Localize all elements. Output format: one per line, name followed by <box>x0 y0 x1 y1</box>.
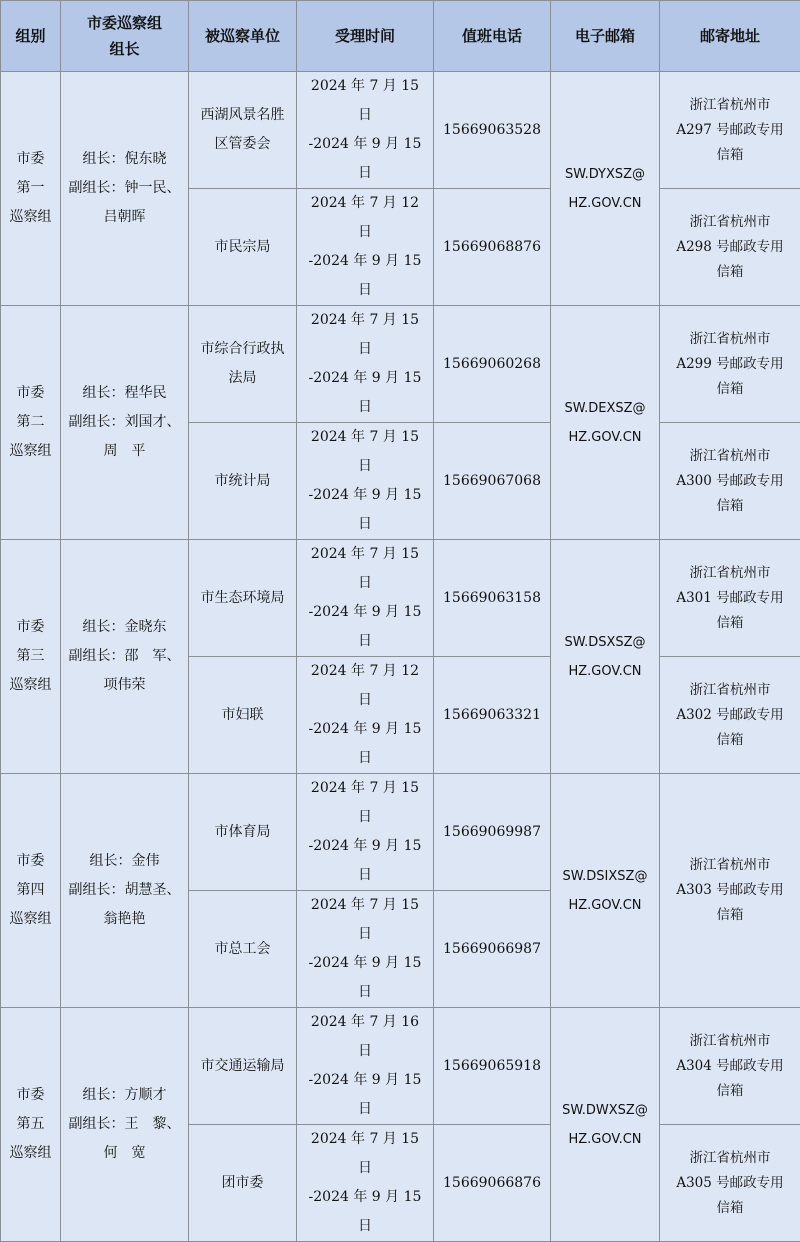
address-line: A300 号邮政专用 <box>666 469 794 494</box>
group-name-line: 巡察组 <box>7 671 54 700</box>
group-name-line: 市委 <box>7 613 54 642</box>
time-line: -2024 年 9 月 15 日 <box>303 1066 427 1124</box>
time-line: -2024 年 9 月 15 日 <box>303 1183 427 1241</box>
address-line: A304 号邮政专用 <box>666 1054 794 1079</box>
leader-line: 组长：方顺才 <box>67 1081 182 1110</box>
group-name-line: 第一 <box>7 174 54 203</box>
table-row <box>1 72 800 189</box>
address-line: 浙江省杭州市 <box>666 210 794 235</box>
inspected-unit-cell <box>189 189 297 306</box>
email-line: SW.DEXSZ@ <box>557 394 653 423</box>
group-name-line: 第四 <box>7 876 54 905</box>
inspected-unit-cell <box>189 423 297 540</box>
time-line: -2024 年 9 月 15 日 <box>303 130 427 188</box>
leader-line: 组长：倪东晓 <box>67 145 182 174</box>
accept-time-cell <box>297 423 434 540</box>
email-line: SW.DSIXSZ@ <box>557 862 653 891</box>
duty-phone-cell: 15669066987 <box>434 891 551 1008</box>
duty-phone-cell: 15669060268 <box>434 306 551 423</box>
header-leader-line: 市委巡察组 <box>67 10 182 36</box>
mailing-address-cell <box>660 657 800 774</box>
mailing-address-cell <box>660 423 800 540</box>
leader-line: 项伟荣 <box>67 671 182 700</box>
group-name-line: 第二 <box>7 408 54 437</box>
address-line: 信箱 <box>666 903 794 928</box>
leader-line: 副组长：钟一民、 <box>67 174 182 203</box>
leader-line: 副组长：胡慧圣、 <box>67 876 182 905</box>
leader-line: 副组长：邵 军、 <box>67 642 182 671</box>
header-group: 组别 <box>1 1 61 72</box>
time-line: 2024 年 7 月 15 日 <box>303 540 427 598</box>
group-name-cell <box>1 540 61 774</box>
time-line: 2024 年 7 月 16 日 <box>303 1008 427 1066</box>
address-line: 信箱 <box>666 1079 794 1104</box>
header-leader-line: 组长 <box>67 36 182 62</box>
group-name-line: 市委 <box>7 1081 54 1110</box>
time-line: 2024 年 7 月 12 日 <box>303 657 427 715</box>
group-leader-cell <box>61 306 189 540</box>
accept-time-cell <box>297 540 434 657</box>
table-header-row <box>1 1 800 72</box>
time-line: 2024 年 7 月 15 日 <box>303 306 427 364</box>
table-row <box>1 306 800 423</box>
time-line: 2024 年 7 月 15 日 <box>303 774 427 832</box>
time-line: -2024 年 9 月 15 日 <box>303 481 427 539</box>
address-line: A301 号邮政专用 <box>666 586 794 611</box>
inspected-unit-cell <box>189 540 297 657</box>
unit-line: 市综合行政执 <box>195 335 290 364</box>
unit-line: 区管委会 <box>195 130 290 159</box>
address-line: 信箱 <box>666 728 794 753</box>
unit-line: 市交通运输局 <box>195 1052 290 1081</box>
email-line: HZ.GOV.CN <box>557 1125 653 1154</box>
unit-line: 市统计局 <box>195 467 290 496</box>
time-line: -2024 年 9 月 15 日 <box>303 247 427 305</box>
unit-line: 法局 <box>195 364 290 393</box>
address-line: 信箱 <box>666 494 794 519</box>
group-name-cell <box>1 72 61 306</box>
email-line: HZ.GOV.CN <box>557 657 653 686</box>
address-line: A298 号邮政专用 <box>666 235 794 260</box>
table-row <box>1 1008 800 1125</box>
header-phone: 值班电话 <box>434 1 551 72</box>
mailing-address-cell <box>660 72 800 189</box>
table-row <box>1 774 800 891</box>
unit-line: 西湖风景名胜 <box>195 101 290 130</box>
group-name-line: 第五 <box>7 1110 54 1139</box>
inspected-unit-cell <box>189 1008 297 1125</box>
group-name-cell <box>1 306 61 540</box>
address-line: A297 号邮政专用 <box>666 118 794 143</box>
table-body <box>1 72 800 1242</box>
inspected-unit-cell <box>189 774 297 891</box>
time-line: -2024 年 9 月 15 日 <box>303 364 427 422</box>
group-name-line: 巡察组 <box>7 1139 54 1168</box>
inspected-unit-cell <box>189 306 297 423</box>
time-line: 2024 年 7 月 12 日 <box>303 189 427 247</box>
address-line: 浙江省杭州市 <box>666 444 794 469</box>
leader-line: 周 平 <box>67 437 182 466</box>
group-name-cell <box>1 774 61 1008</box>
duty-phone-cell: 15669063321 <box>434 657 551 774</box>
header-time: 受理时间 <box>297 1 434 72</box>
inspected-unit-cell <box>189 657 297 774</box>
group-leader-cell <box>61 1008 189 1242</box>
leader-line: 副组长：王 黎、 <box>67 1110 182 1139</box>
accept-time-cell <box>297 1125 434 1242</box>
duty-phone-cell: 15669063528 <box>434 72 551 189</box>
time-line: 2024 年 7 月 15 日 <box>303 423 427 481</box>
address-line: 浙江省杭州市 <box>666 561 794 586</box>
mailing-address-cell <box>660 306 800 423</box>
group-leader-cell <box>61 540 189 774</box>
email-line: HZ.GOV.CN <box>557 189 653 218</box>
unit-line: 市总工会 <box>195 935 290 964</box>
address-line: 浙江省杭州市 <box>666 678 794 703</box>
duty-phone-cell: 15669065918 <box>434 1008 551 1125</box>
address-line: A299 号邮政专用 <box>666 352 794 377</box>
time-line: -2024 年 9 月 15 日 <box>303 598 427 656</box>
inspected-unit-cell <box>189 891 297 1008</box>
time-line: -2024 年 9 月 15 日 <box>303 832 427 890</box>
time-line: 2024 年 7 月 15 日 <box>303 891 427 949</box>
leader-line: 组长：金伟 <box>67 847 182 876</box>
leader-line: 吕朝晖 <box>67 203 182 232</box>
mailing-address-cell <box>660 189 800 306</box>
leader-line: 组长：金晓东 <box>67 613 182 642</box>
address-line: 信箱 <box>666 611 794 636</box>
accept-time-cell <box>297 774 434 891</box>
group-name-line: 市委 <box>7 847 54 876</box>
header-unit: 被巡察单位 <box>189 1 297 72</box>
email-cell <box>551 72 660 306</box>
time-line: 2024 年 7 月 15 日 <box>303 72 427 130</box>
inspected-unit-cell <box>189 72 297 189</box>
group-name-line: 巡察组 <box>7 437 54 466</box>
leader-line: 副组长：刘国才、 <box>67 408 182 437</box>
leader-line: 组长：程华民 <box>67 379 182 408</box>
address-line: 浙江省杭州市 <box>666 1029 794 1054</box>
unit-line: 团市委 <box>195 1169 290 1198</box>
group-name-line: 市委 <box>7 145 54 174</box>
duty-phone-cell: 15669063158 <box>434 540 551 657</box>
duty-phone-cell: 15669066876 <box>434 1125 551 1242</box>
unit-line: 市民宗局 <box>195 233 290 262</box>
table-row <box>1 540 800 657</box>
mailing-address-cell <box>660 1125 800 1242</box>
email-line: HZ.GOV.CN <box>557 423 653 452</box>
email-line: SW.DSXSZ@ <box>557 628 653 657</box>
email-line: SW.DWXSZ@ <box>557 1096 653 1125</box>
mailing-address-cell <box>660 774 800 1008</box>
address-line: A303 号邮政专用 <box>666 878 794 903</box>
address-line: 浙江省杭州市 <box>666 327 794 352</box>
address-line: A302 号邮政专用 <box>666 703 794 728</box>
email-cell <box>551 540 660 774</box>
leader-line: 翁艳艳 <box>67 905 182 934</box>
leader-line: 何 宽 <box>67 1139 182 1168</box>
address-line: 浙江省杭州市 <box>666 1146 794 1171</box>
address-line: 信箱 <box>666 377 794 402</box>
group-name-line: 巡察组 <box>7 905 54 934</box>
header-address: 邮寄地址 <box>660 1 800 72</box>
email-cell <box>551 306 660 540</box>
group-name-line: 第三 <box>7 642 54 671</box>
time-line: -2024 年 9 月 15 日 <box>303 715 427 773</box>
unit-line: 市生态环境局 <box>195 584 290 613</box>
address-line: 信箱 <box>666 260 794 285</box>
group-name-cell <box>1 1008 61 1242</box>
accept-time-cell <box>297 189 434 306</box>
duty-phone-cell: 15669067068 <box>434 423 551 540</box>
accept-time-cell <box>297 891 434 1008</box>
address-line: A305 号邮政专用 <box>666 1171 794 1196</box>
group-leader-cell <box>61 774 189 1008</box>
email-cell <box>551 1008 660 1242</box>
accept-time-cell <box>297 1008 434 1125</box>
accept-time-cell <box>297 657 434 774</box>
inspected-unit-cell <box>189 1125 297 1242</box>
duty-phone-cell: 15669068876 <box>434 189 551 306</box>
email-line: HZ.GOV.CN <box>557 891 653 920</box>
header-email: 电子邮箱 <box>551 1 660 72</box>
address-line: 信箱 <box>666 143 794 168</box>
mailing-address-cell <box>660 1008 800 1125</box>
email-line: SW.DYXSZ@ <box>557 160 653 189</box>
duty-phone-cell: 15669069987 <box>434 774 551 891</box>
time-line: 2024 年 7 月 15 日 <box>303 1125 427 1183</box>
group-name-line: 市委 <box>7 379 54 408</box>
address-line: 信箱 <box>666 1196 794 1221</box>
email-cell <box>551 774 660 1008</box>
accept-time-cell <box>297 72 434 189</box>
address-line: 浙江省杭州市 <box>666 853 794 878</box>
accept-time-cell <box>297 306 434 423</box>
time-line: -2024 年 9 月 15 日 <box>303 949 427 1007</box>
mailing-address-cell <box>660 540 800 657</box>
group-leader-cell <box>61 72 189 306</box>
group-name-line: 巡察组 <box>7 203 54 232</box>
unit-line: 市体育局 <box>195 818 290 847</box>
unit-line: 市妇联 <box>195 701 290 730</box>
header-leader <box>61 1 189 72</box>
address-line: 浙江省杭州市 <box>666 93 794 118</box>
